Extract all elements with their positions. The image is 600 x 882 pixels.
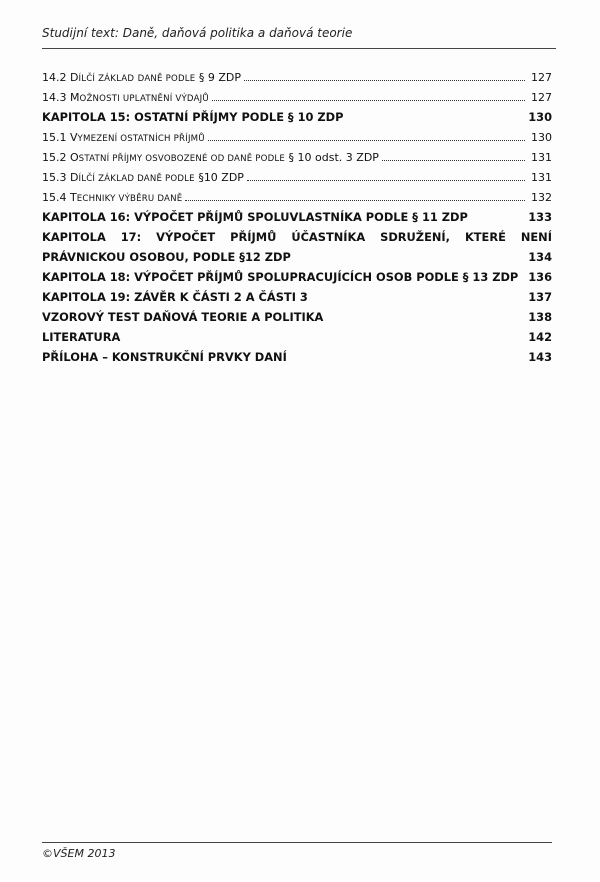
toc-entry-label: 15.4 TECHNIKY VÝBĚRU DANĚ <box>42 191 183 204</box>
toc-chapter-label: KAPITOLA 19: ZÁVĚR K ČÁSTI 2 A ČÁSTI 3 <box>42 290 308 304</box>
dot-leader <box>247 179 525 181</box>
toc-entry-label: 15.3 DÍLČÍ ZÁKLAD DANĚ PODLE §10 ZDP <box>42 171 244 184</box>
toc-page-number: 133 <box>528 210 552 224</box>
toc-entry-15-2[interactable] <box>42 144 552 164</box>
toc-chapter-17[interactable] <box>42 224 552 264</box>
toc-chapter-16[interactable] <box>42 204 552 224</box>
toc-sample-test[interactable] <box>42 304 552 324</box>
toc-chapter-19[interactable] <box>42 284 552 304</box>
toc-page-number: 130 <box>531 131 552 144</box>
toc-page-number: 134 <box>528 250 552 264</box>
header-rule <box>42 48 556 49</box>
toc-page-number: 143 <box>528 350 552 364</box>
toc-chapter-label-line2: PRÁVNICKOU OSOBOU, PODLE §12 ZDP 134 <box>42 250 552 264</box>
toc-chapter-label: KAPITOLA 16: VÝPOČET PŘÍJMŮ SPOLUVLASTNÍKA PODLE § 11 ZDP <box>42 210 468 224</box>
toc-page-number: 130 <box>528 110 552 124</box>
table-of-contents <box>42 64 552 364</box>
toc-entry-15-4[interactable] <box>42 184 552 204</box>
toc-entry-label: 14.2 DÍLČÍ ZÁKLAD DANĚ PODLE § 9 ZDP <box>42 71 242 84</box>
footer-copyright: ©VŠEM 2013 <box>42 847 116 860</box>
toc-chapter-18[interactable] <box>42 264 552 284</box>
toc-page-number: 138 <box>528 310 552 324</box>
dot-leader <box>244 79 525 81</box>
dot-leader <box>212 99 525 101</box>
footer-rule <box>42 842 552 843</box>
dot-leader <box>185 199 525 201</box>
toc-chapter-label: KAPITOLA 18: VÝPOČET PŘÍJMŮ SPOLUPRACUJÍCÍCH OSOB PODLE § 13 ZDP <box>42 270 519 284</box>
toc-page-number: 137 <box>528 290 552 304</box>
toc-page-number: 127 <box>531 91 552 104</box>
toc-chapter-label: KAPITOLA 15: OSTATNÍ PŘÍJMY PODLE § 10 ZDP <box>42 110 344 124</box>
toc-page-number: 131 <box>531 171 552 184</box>
toc-entry-14-2[interactable] <box>42 64 552 84</box>
toc-entry-14-3[interactable] <box>42 84 552 104</box>
toc-chapter-label: LITERATURA <box>42 330 121 344</box>
toc-entry-label: 14.3 MOŽNOSTI UPLATNĚNÍ VÝDAJŮ <box>42 91 209 104</box>
toc-page-number: 132 <box>531 191 552 204</box>
toc-appendix[interactable] <box>42 344 552 364</box>
toc-literature[interactable] <box>42 324 552 344</box>
toc-entry-label: 15.1 VYMEZENÍ OSTATNÍCH PŘÍJMŮ <box>42 131 205 144</box>
dot-leader <box>382 159 525 161</box>
toc-chapter-label: VZOROVÝ TEST DAŇOVÁ TEORIE A POLITIKA <box>42 310 324 324</box>
toc-page-number: 136 <box>528 270 552 284</box>
toc-chapter-label: PŘÍLOHA – KONSTRUKČNÍ PRVKY DANÍ <box>42 350 287 364</box>
toc-page-number: 131 <box>531 151 552 164</box>
toc-entry-label: 15.2 OSTATNÍ PŘÍJMY OSVOBOZENÉ OD DANĚ PODLE § 10 odst. 3 ZDP <box>42 151 379 164</box>
toc-entry-15-1[interactable] <box>42 124 552 144</box>
dot-leader <box>208 139 525 141</box>
toc-entry-15-3[interactable] <box>42 164 552 184</box>
running-header-title: Studijní text: Daně, daňová politika a daňová teorie <box>42 26 353 40</box>
toc-page-number: 142 <box>528 330 552 344</box>
toc-chapter-label-line1: KAPITOLA 17: VÝPOČET PŘÍJMŮ ÚČASTNÍKA SDRUŽENÍ, KTERÉ NENÍ <box>42 230 552 244</box>
toc-chapter-15[interactable] <box>42 104 552 124</box>
toc-page-number: 127 <box>531 71 552 84</box>
